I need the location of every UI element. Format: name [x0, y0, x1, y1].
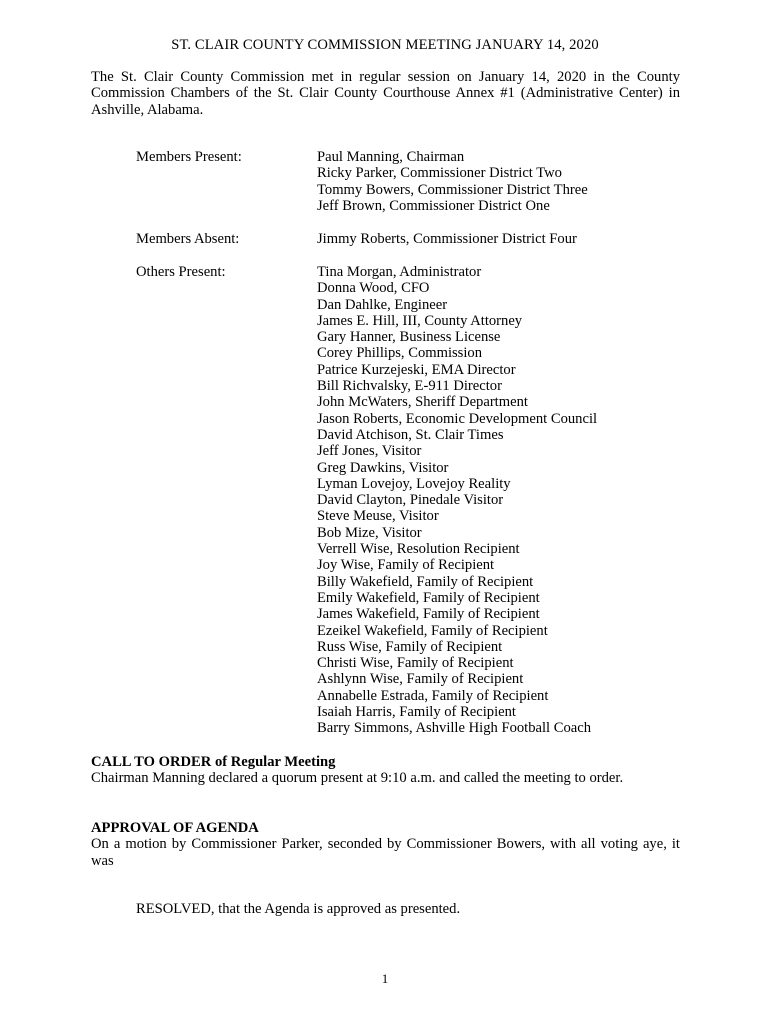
attendee-name: James Wakefield, Family of Recipient [317, 606, 540, 623]
attendee-name: John McWaters, Sheriff Department [317, 394, 528, 411]
attendee-name: Patrice Kurzejeski, EMA Director [317, 361, 516, 378]
call-to-order-heading: CALL TO ORDER of Regular Meeting [91, 754, 336, 770]
attendee-name: Jeff Brown, Commissioner District One [317, 197, 550, 214]
attendee-name: Ashlynn Wise, Family of Recipient [317, 671, 524, 688]
attendee-name: Dan Dahlke, Engineer [317, 296, 448, 313]
resolved-statement: RESOLVED, that the Agenda is approved as presented. [136, 901, 461, 917]
others-present-label: Others Present: [136, 264, 226, 280]
call-to-order-section [91, 754, 680, 787]
attendee-name: Bob Mize, Visitor [317, 524, 422, 541]
page-title: ST. CLAIR COUNTY COMMISSION MEETING JANUARY 14, 2020 [171, 37, 599, 53]
attendee-name: Tommy Bowers, Commissioner District Three [317, 181, 588, 198]
attendee-name: Barry Simmons, Ashville High Football Coach [317, 720, 592, 737]
attendee-name: Corey Phillips, Commission [317, 345, 483, 362]
attendee-name: Emily Wakefield, Family of Recipient [317, 589, 540, 606]
members-present-list [317, 149, 588, 214]
attendee-name: Paul Manning, Chairman [317, 149, 465, 165]
attendee-name: Steve Meuse, Visitor [317, 508, 439, 525]
attendee-name: Donna Wood, CFO [317, 280, 430, 297]
approval-of-agenda-heading: APPROVAL OF AGENDA [91, 820, 259, 836]
attendee-name: Annabelle Estrada, Family of Recipient [317, 687, 549, 704]
attendee-name: Jason Roberts, Economic Development Council [317, 410, 598, 427]
approval-of-agenda-body: On a motion by Commissioner Parker, seconded by Commissioner Bowers, with all voting aye, it was [91, 836, 680, 869]
approval-of-agenda-section [91, 820, 680, 869]
members-present-label: Members Present: [136, 149, 242, 165]
attendee-name: Isaiah Harris, Family of Recipient [317, 704, 516, 721]
call-to-order-body: Chairman Manning declared a quorum present at 9:10 a.m. and called the meeting to order. [91, 770, 624, 787]
attendee-name: Bill Richvalsky, E-911 Director [317, 378, 502, 395]
members-absent-label: Members Absent: [136, 231, 240, 247]
attendee-name: Joy Wise, Family of Recipient [317, 557, 495, 574]
attendee-name: Greg Dawkins, Visitor [317, 459, 449, 476]
attendee-name: Jeff Jones, Visitor [317, 443, 422, 460]
attendee-name: James E. Hill, III, County Attorney [317, 312, 523, 329]
attendee-name: David Clayton, Pinedale Visitor [317, 492, 504, 509]
attendee-name: Billy Wakefield, Family of Recipient [317, 573, 534, 590]
attendee-name: David Atchison, St. Clair Times [317, 426, 504, 443]
members-absent-list [317, 231, 577, 247]
page-number: 1 [381, 971, 389, 986]
attendee-name: Jimmy Roberts, Commissioner District Four [317, 231, 577, 247]
intro-paragraph: The St. Clair County Commission met in regular session on January 14, 2020 in the County Commission Chambers of the St. Clair County Courthouse Annex #1 (Administrative Center) in Ashville, Alabama. [91, 69, 680, 118]
attendee-name: Ezeikel Wakefield, Family of Recipient [317, 622, 548, 639]
others-present-list [317, 264, 597, 737]
attendee-name: Russ Wise, Family of Recipient [317, 638, 503, 655]
attendee-name: Gary Hanner, Business License [317, 329, 501, 346]
attendee-name: Tina Morgan, Administrator [317, 264, 482, 280]
attendee-name: Lyman Lovejoy, Lovejoy Reality [317, 475, 511, 492]
attendee-name: Ricky Parker, Commissioner District Two [317, 165, 562, 182]
attendee-name: Verrell Wise, Resolution Recipient [317, 541, 520, 558]
attendee-name: Christi Wise, Family of Recipient [317, 655, 514, 672]
